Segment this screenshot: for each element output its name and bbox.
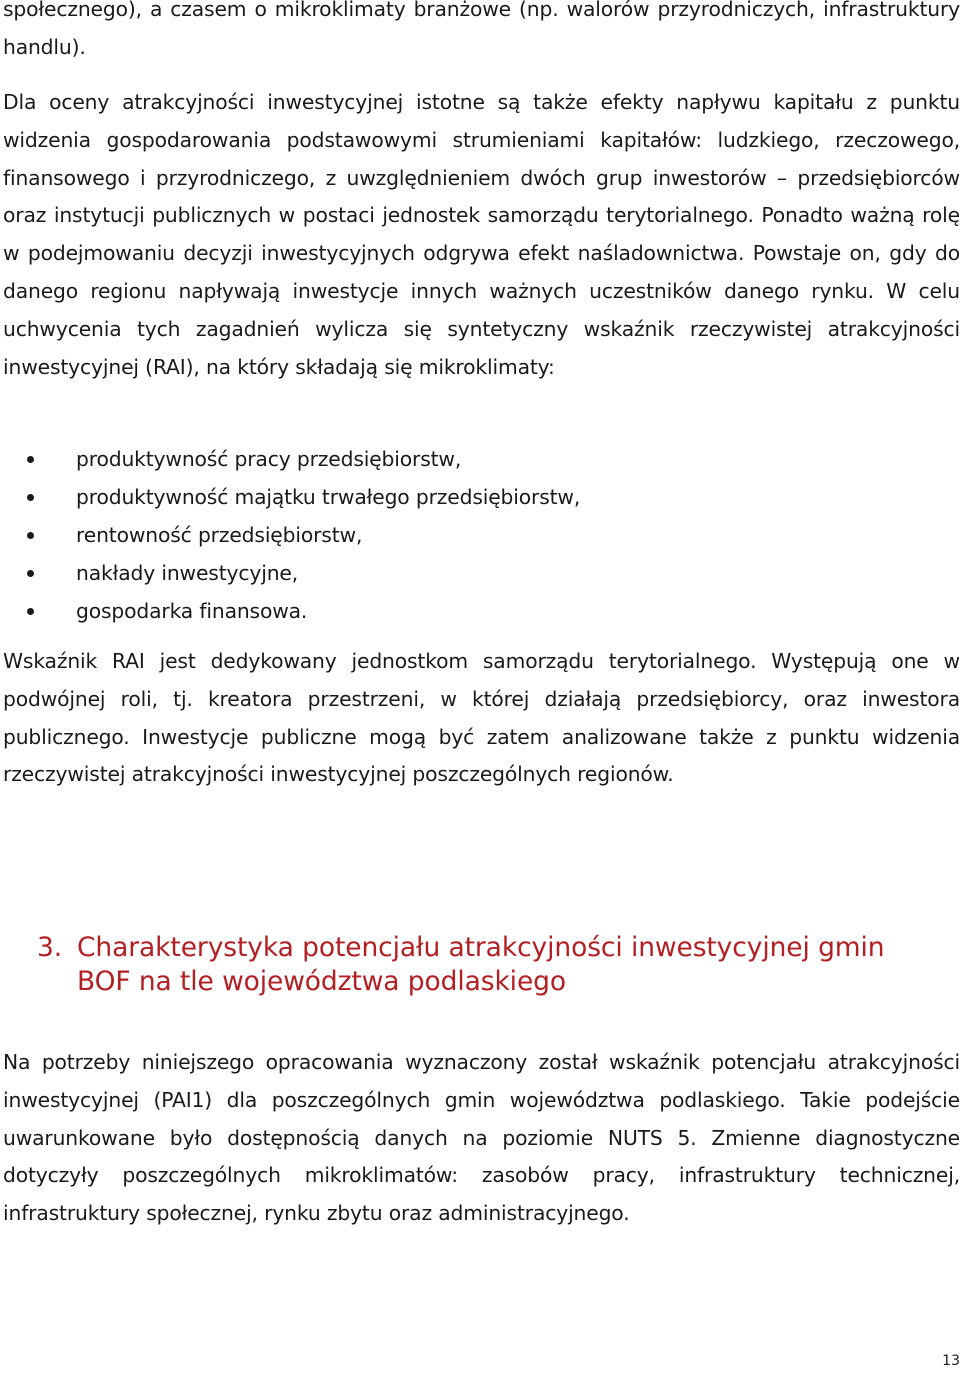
bullet-icon — [27, 494, 34, 501]
list-item-label: produktywność majątku trwałego przedsiębiorstw, — [76, 485, 581, 509]
section-title: Charakterystyka potencjału atrakcyjności inwestycyjnej gmin BOF na tle województwa podlaskiego — [77, 932, 885, 997]
list-item — [0, 554, 960, 592]
list-item-label: gospodarka finansowa. — [76, 599, 308, 623]
page-number: 13 — [942, 1353, 960, 1369]
list-item-label: nakłady inwestycyjne, — [76, 561, 299, 585]
bullet-icon — [27, 570, 34, 577]
list-item-label: produktywność pracy przedsiębiorstw, — [76, 447, 462, 471]
list-item — [0, 440, 960, 478]
bullet-icon — [27, 532, 34, 539]
microclimate-list — [0, 440, 960, 630]
paragraph-pai1: Na potrzeby niniejszego opracowania wyznaczony został wskaźnik potencjału atrakcyjności inwestycyjnej (PAI1) dla poszczególnych gmin województwa podlaskiego. Takie podejście uwarunkowane było dostępnością danych na poziomie NUTS 5. Zmienne diagnostyczne dotyczyły poszczególnych mikroklimatów: zasobów pracy, infrastruktury technicznej, infrastruktury społecznej, rynku zbytu oraz administracyjnego. — [3, 1050, 960, 1226]
list-item-label: rentowność przedsiębiorstw, — [76, 523, 363, 547]
section-heading — [37, 931, 937, 999]
bullet-icon — [27, 456, 34, 463]
bullet-icon — [27, 608, 34, 615]
section-number: 3. — [37, 932, 63, 963]
list-item — [0, 592, 960, 630]
list-item — [0, 478, 960, 516]
paragraph-rai-role: Wskaźnik RAI jest dedykowany jednostkom samorządu terytorialnego. Występują one w podwójnej roli, tj. kreatora przestrzeni, w której działają przedsiębiorcy, oraz inwestora publicznego. Inwestycje publiczne mogą być zatem analizowane także z punktu widzenia rzeczywistej atrakcyjności inwestycyjnej poszczególnych regionów. — [3, 649, 960, 787]
paragraph-rai-intro: Dla oceny atrakcyjności inwestycyjnej istotne są także efekty napływu kapitału z punktu widzenia gospodarowania podstawowymi strumieniami kapitałów: ludzkiego, rzeczowego, finansowego i przyrodniczego, z uwzględnieniem dwóch grup inwestorów – przedsiębiorców oraz instytucji publicznych w postaci jednostek samorządu terytorialnego. Ponadto ważną rolę w podejmowaniu decyzji inwestycyjnych odgrywa efekt naśladownictwa. Powstaje on, gdy do danego regionu napływają inwestycje innych ważnych uczestników danego rynku. W celu uchwycenia tych zagadnień wylicza się syntetyczny wskaźnik rzeczywistej atrakcyjności inwestycyjnej (RAI), na który składają się mikroklimaty: — [3, 90, 960, 379]
paragraph-top: społecznego), a czasem o mikroklimaty branżowe (np. walorów przyrodniczych, infrastruktury handlu). — [3, 0, 960, 59]
list-item — [0, 516, 960, 554]
